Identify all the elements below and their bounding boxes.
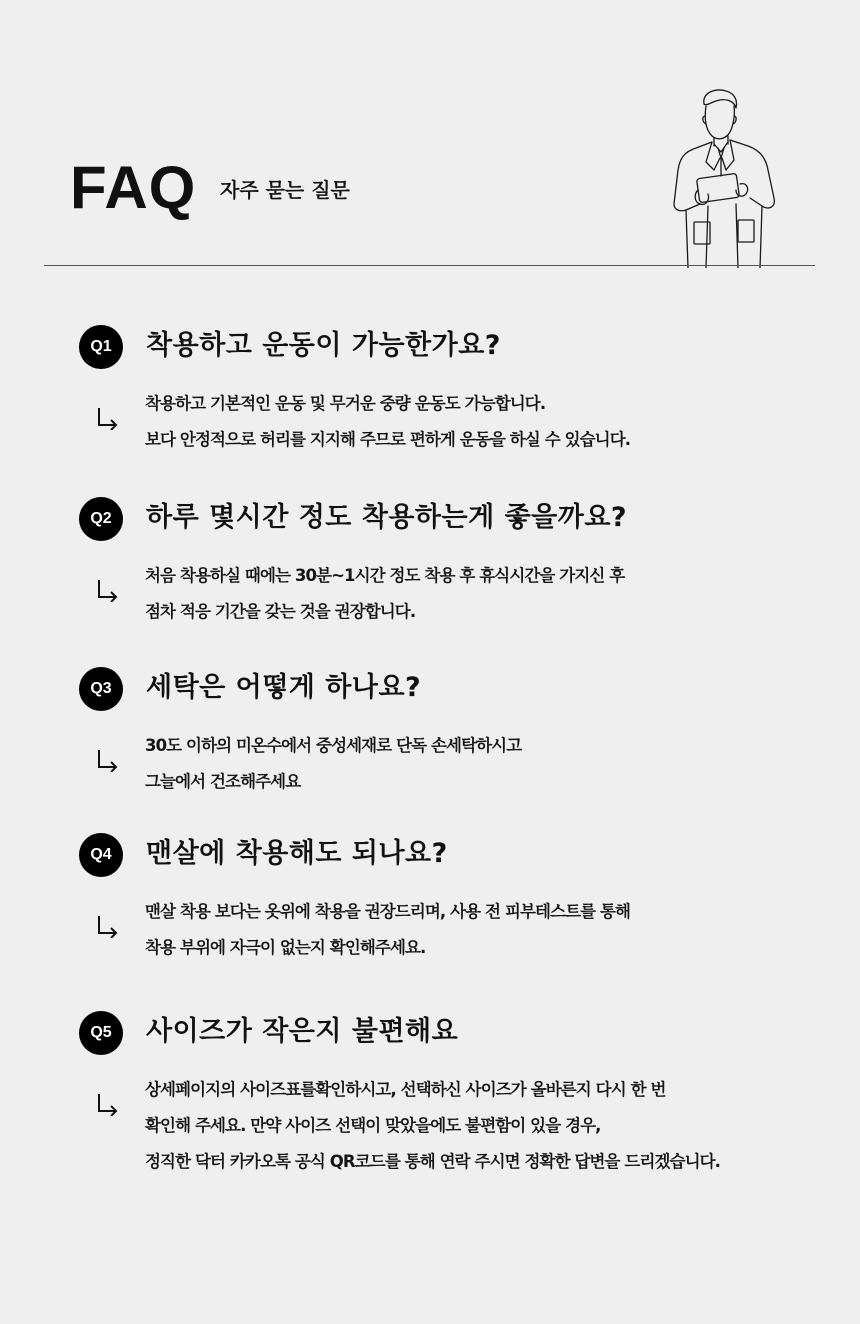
question-text: 착용하고 운동이 가능한가요? bbox=[146, 330, 501, 361]
answer-line: 맨살 착용 보다는 옷위에 착용을 권장드리며, 사용 전 피부테스트를 통해 bbox=[145, 902, 631, 921]
answer-text bbox=[145, 1072, 720, 1180]
answer-line: 상세페이지의 사이즈표를확인하시고, 선택하신 사이즈가 올바른지 다시 한 번 bbox=[145, 1080, 666, 1099]
page-title: FAQ bbox=[70, 154, 197, 221]
return-arrow-icon bbox=[96, 748, 120, 772]
question-badge: Q4 bbox=[79, 833, 123, 877]
answer-line: 30도 이하의 미온수에서 중성세재로 단독 손세탁하시고 bbox=[145, 736, 522, 755]
answer-line: 정직한 닥터 카카오톡 공식 QR코드를 통해 연락 주시면 정확한 답변을 드리겠습니다. bbox=[145, 1152, 721, 1171]
faq-header bbox=[0, 0, 860, 268]
answer-text bbox=[145, 558, 624, 630]
answer-line: 착용하고 기본적인 운동 및 무거운 중량 운동도 가능합니다. bbox=[145, 394, 546, 413]
doctor-illustration-icon bbox=[668, 86, 784, 268]
question-badge: Q2 bbox=[79, 497, 123, 541]
answer-text bbox=[145, 386, 630, 458]
answer-line: 점차 적응 기간을 갖는 것을 권장합니다. bbox=[145, 602, 416, 621]
answer-line: 보다 안정적으로 허리를 지지해 주므로 편하게 운동을 하실 수 있습니다. bbox=[145, 430, 631, 449]
answer-line: 착용 부위에 자극이 없는지 확인해주세요. bbox=[145, 938, 426, 957]
answer-line: 확인해 주세요. 만약 사이즈 선택이 맞았을에도 불편함이 있을 경우, bbox=[145, 1116, 601, 1135]
answer-text bbox=[145, 894, 630, 966]
question-text: 맨살에 착용해도 되나요? bbox=[146, 838, 448, 869]
header-divider bbox=[44, 265, 815, 266]
question-text: 사이즈가 작은지 불편해요 bbox=[146, 1016, 459, 1047]
return-arrow-icon bbox=[96, 406, 120, 430]
question-badge: Q3 bbox=[79, 667, 123, 711]
answer-text bbox=[145, 728, 521, 800]
return-arrow-icon bbox=[96, 578, 120, 602]
question-badge: Q1 bbox=[79, 325, 123, 369]
question-text: 하루 몇시간 정도 착용하는게 좋을까요? bbox=[146, 502, 628, 533]
question-badge: Q5 bbox=[79, 1011, 123, 1055]
answer-line: 처음 착용하실 때에는 30분~1시간 정도 착용 후 휴식시간을 가지신 후 bbox=[145, 566, 625, 585]
page-subtitle: 자주 묻는 질문 bbox=[220, 178, 350, 202]
question-text: 세탁은 어떻게 하나요? bbox=[146, 672, 422, 703]
answer-line: 그늘에서 건조해주세요 bbox=[145, 772, 301, 791]
return-arrow-icon bbox=[96, 1092, 120, 1116]
return-arrow-icon bbox=[96, 914, 120, 938]
